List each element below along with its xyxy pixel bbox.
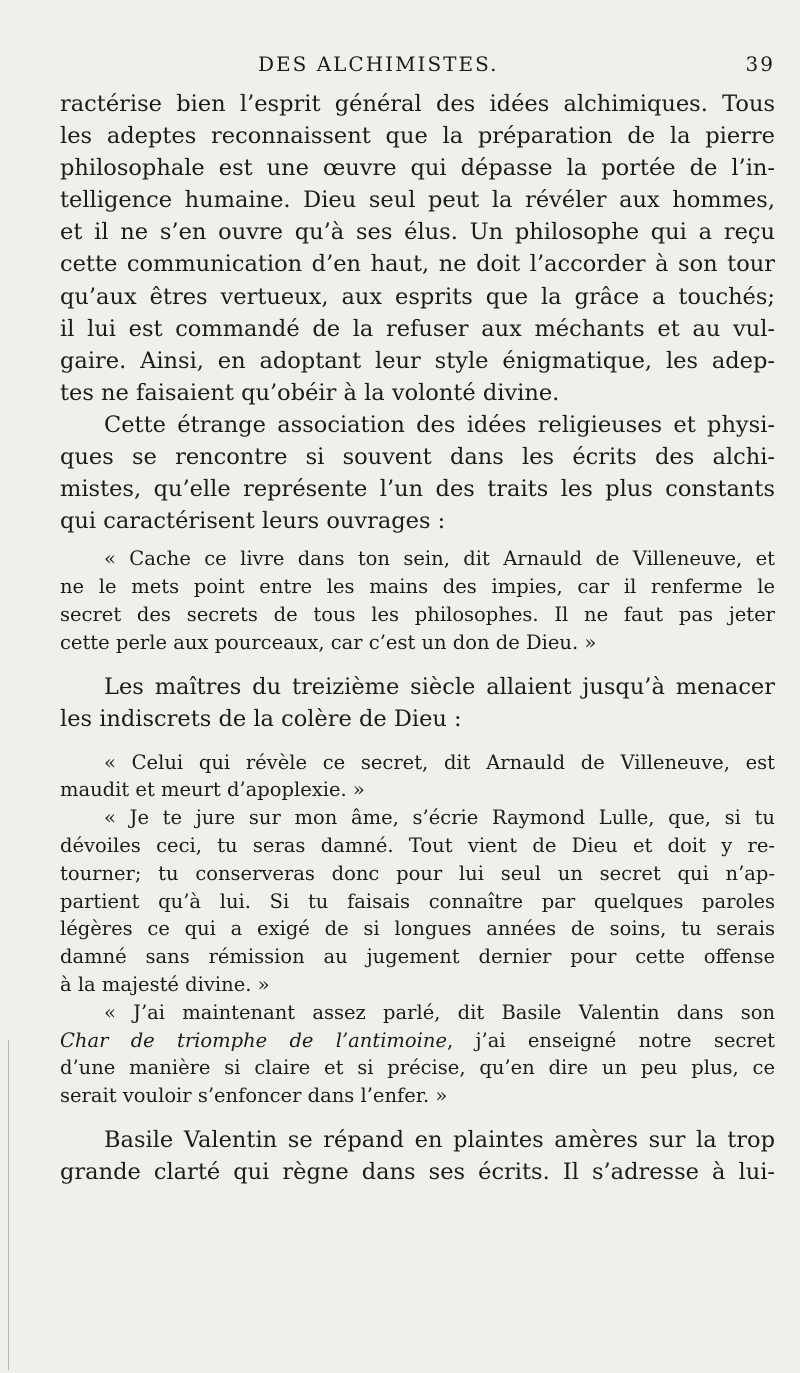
paragraph	[60, 409, 775, 537]
text-line: « Cache ce livre dans ton sein, dit Arnauld de Villeneuve, et	[104, 547, 775, 571]
text-line: Basile Valentin se répand en plaintes amères sur la trop	[104, 1127, 775, 1154]
text-line: ne le mets point entre les mains des impies, car il renferme le	[60, 575, 775, 599]
text-line: gaire. Ainsi, en adoptant leur style énigmatique, les adep-	[60, 347, 775, 374]
text-line: à la majesté divine. »	[60, 973, 270, 997]
block-quote	[60, 749, 775, 805]
text-line: mistes, qu’elle représente l’un des traits les plus constants	[60, 476, 775, 503]
text-line: dévoiles ceci, tu seras damné. Tout vient de Dieu et doit y re-	[60, 834, 775, 858]
text-line: ractérise bien l’esprit général des idées alchimiques. Tous	[60, 91, 775, 117]
text-line: Cette étrange association des idées religieuses et physi-	[104, 411, 775, 438]
text-line: tourner; tu conserveras donc pour lui seul un secret qui n’ap-	[60, 861, 775, 885]
text-line: telligence humaine. Dieu seul peut la révéler aux hommes,	[60, 187, 775, 214]
page-number: 39	[745, 52, 775, 76]
page-body	[60, 88, 775, 1188]
block-quote	[60, 999, 775, 1110]
running-title: DES ALCHIMISTES.	[258, 52, 499, 76]
text-line: grande clarté qui règne dans ses écrits. Il s’adresse à lui-	[60, 1159, 775, 1186]
text-line: ques se rencontre si souvent dans les écrits des alchi-	[60, 444, 775, 471]
text-line: secret des secrets de tous les philosophes. Il ne faut pas jeter	[60, 602, 775, 626]
block-quote	[60, 804, 775, 999]
text-line: « J’ai maintenant assez parlé, dit Basile Valentin dans son	[104, 1000, 775, 1024]
text-line: damné sans rémission au jugement dernier pour cette offense	[60, 945, 775, 969]
text-line: il lui est commandé de la refuser aux méchants et au vul-	[60, 315, 775, 342]
text-line: et il ne s’en ouvre qu’à ses élus. Un philosophe qui a reçu	[60, 219, 775, 246]
text-line: Les maîtres du treizième siècle allaient jusqu’à menacer	[104, 673, 775, 700]
text-line: serait vouloir s’enfoncer dans l’enfer. »	[60, 1084, 448, 1108]
text-line: qui caractérisent leurs ouvrages :	[60, 508, 446, 535]
text-line: cette communication d’en haut, ne doit l’accorder à son tour	[60, 251, 775, 278]
text-line: d’une manière si claire et si précise, qu’en dire un peu plus, ce	[60, 1056, 775, 1080]
text-line: tes ne faisaient qu’obéir à la volonté divine.	[60, 379, 560, 406]
page-header	[60, 52, 775, 82]
text-line: qu’aux êtres vertueux, aux esprits que la grâce a touchés;	[60, 283, 775, 310]
text-run: , j’ai enseigné notre secret	[447, 1028, 775, 1052]
paragraph	[60, 1124, 775, 1188]
text-line: partient qu’à lui. Si tu faisais connaître par quelques paroles	[60, 889, 775, 913]
text-line	[60, 1027, 775, 1055]
text-line: maudit et meurt d’apoplexie. »	[60, 778, 365, 802]
block-quote	[60, 545, 775, 656]
text-line: philosophale est une œuvre qui dépasse la portée de l’in-	[60, 155, 775, 182]
text-line: « Je te jure sur mon âme, s’écrie Raymond Lulle, que, si tu	[104, 806, 775, 830]
text-line: les indiscrets de la colère de Dieu :	[60, 705, 462, 732]
text-line: cette perle aux pourceaux, car c’est un don de Dieu. »	[60, 630, 597, 654]
book-title: Char de triomphe de l’antimoine	[60, 1028, 447, 1052]
text-line: les adeptes reconnaissent que la préparation de la pierre	[60, 123, 775, 150]
paragraph	[60, 671, 775, 735]
paragraph	[60, 88, 775, 409]
text-line: « Celui qui révèle ce secret, dit Arnauld de Villeneuve, est	[104, 750, 775, 774]
page-edge-shadow	[8, 1040, 9, 1370]
text-line: légères ce qui a exigé de si longues années de soins, tu serais	[60, 917, 775, 941]
